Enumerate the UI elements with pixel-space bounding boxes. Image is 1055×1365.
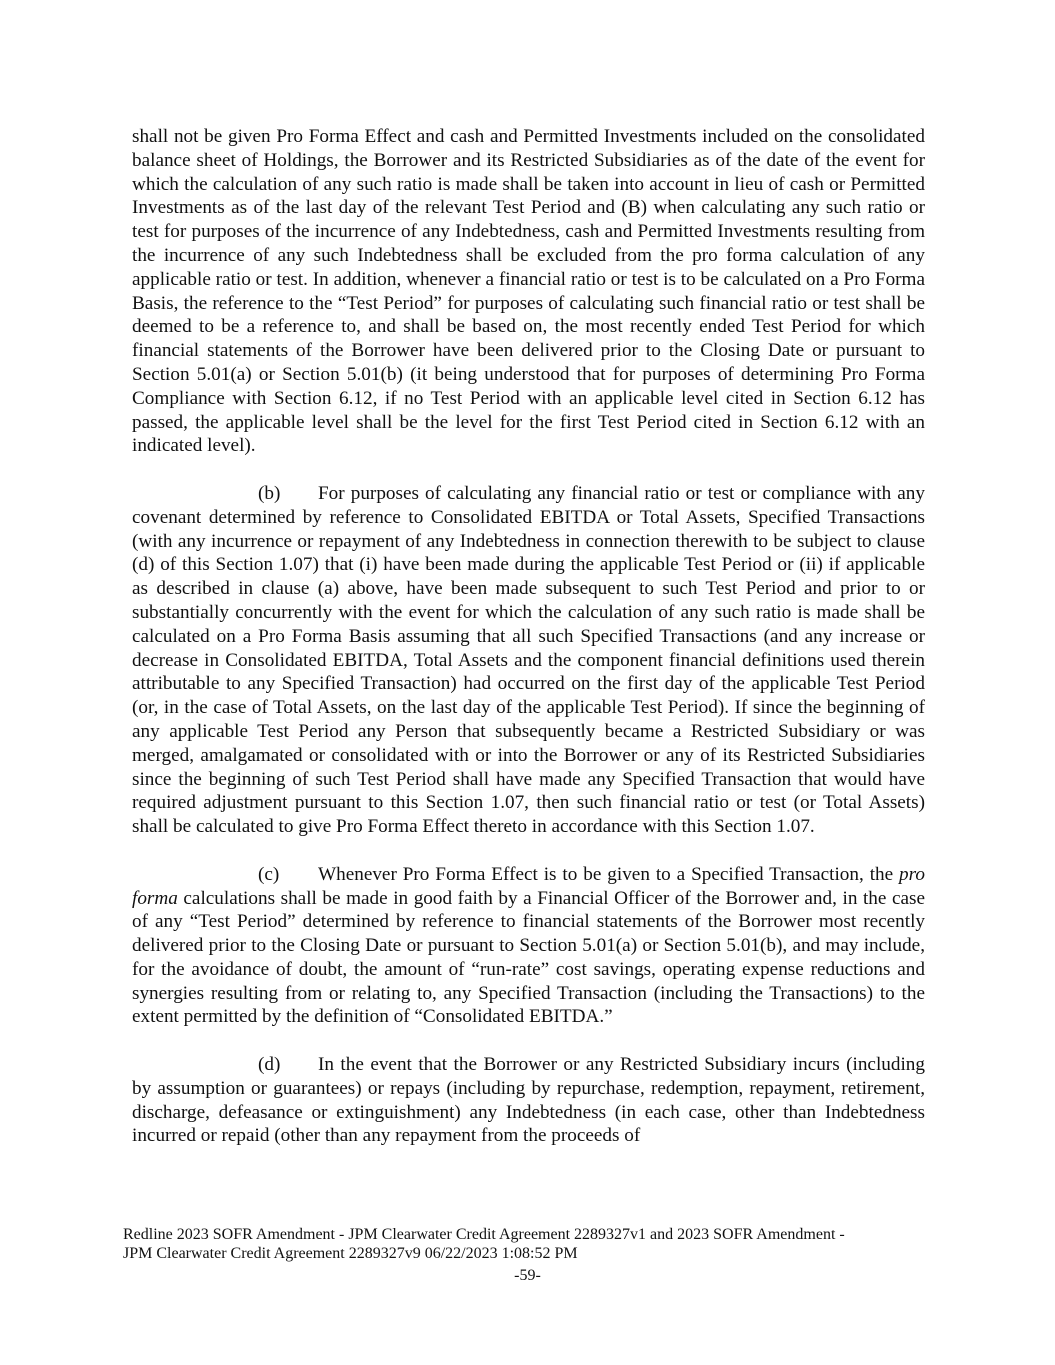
paragraph-text: In the event that the Borrower or any Restricted Subsidiary incurs (including by assumption or guarantees) or repays (including by repurchase, redemption, repayment, retirement, discharge, defeasance or extinguishment) any Indebtedness (in each case, other than Indebtedness incurred or repaid (other than any repayment from the proceeds of [132, 1054, 925, 1147]
paragraph-d [132, 1053, 925, 1148]
paragraph-c [132, 863, 925, 1030]
document-body [132, 125, 925, 1172]
paragraph-label: (d) [258, 1054, 281, 1076]
paragraph-text: For purposes of calculating any financial ratio or test or compliance with any covenant determined by reference to Consolidated EBITDA or Total Assets, Specified Transactions (with any incurrence or repayment of any Indebtedness in connection therewith to be subject to clause (d) of this Section 1.07) that (i) have been made during the applicable Test Period or (ii) if applicable as described in clause (a) above, have been made subsequent to such Test Period and prior to or substantially concurrently with the event for which the calculation of any such ratio is made shall be calculated on a Pro Forma Basis assuming that all such Specified Transactions (and any increase or decrease in Consolidated EBITDA, Total Assets and the component financial definitions used therein attributable to any Specified Transaction) had occurred on the first day of the applicable Test Period (or, in the case of Total Assets, on the last day of the applicable Test Period). If since the beginning of any applicable Test Period any Person that subsequently became a Restricted Subsidiary or was merged, amalgamated or consolidated with or into the Borrower or any of its Restricted Subsidiaries since the beginning of such Test Period shall have made any Specified Transaction that would have required adjustment pursuant to this Section 1.07, then such financial ratio or test (or Total Assets) shall be calculated to give Pro Forma Effect thereto in accordance with this Section 1.07. [132, 482, 925, 838]
paragraph-b [132, 482, 925, 839]
paragraph-label: (b) [258, 482, 281, 504]
italic-term: pro forma [132, 863, 925, 909]
document-footer [123, 1225, 923, 1263]
footer-line-2: JPM Clearwater Credit Agreement 2289327v9 06/22/2023 1:08:52 PM [123, 1245, 578, 1262]
paragraph-text: calculations shall be made in good faith by a Financial Officer of the Borrower and, in the case of any “Test Period” determined by reference to financial statements of the Borrower most recently delivered prior to the Closing Date or pursuant to Section 5.01(a) or Section 5.01(b), and may include, for the avoidance of doubt, the amount of “run-rate” cost savings, operating expense reductions and synergies resulting from or relating to, any Specified Transaction (including the Transactions) to the extent permitted by the definition of “Consolidated EBITDA.” [132, 887, 925, 1028]
paragraph-text: Whenever Pro Forma Effect is to be given to a Specified Transaction, the [318, 863, 900, 885]
page-number: -59- [514, 1267, 541, 1284]
paragraph-label: (c) [258, 863, 280, 885]
paragraph-text: shall not be given Pro Forma Effect and cash and Permitted Investments included on the consolidated balance sheet of Holdings, the Borrower and its Restricted Subsidiaries as of the date of the event for which the calculation of any such ratio is made shall be taken into account in lieu of cash or Permitted Investments as of the last day of the relevant Test Period and (B) when calculating any such ratio or test for purposes of the incurrence of any Indebtedness, cash and Permitted Investments resulting from the incurrence of any such Indebtedness shall be excluded from the pro forma calculation of any applicable ratio or test. In addition, whenever a financial ratio or test is to be calculated on a Pro Forma Basis, the reference to the “Test Period” for purposes of calculating such financial ratio or test shall be deemed to be a reference to, and shall be based on, the most recently ended Test Period for which financial statements of the Borrower have been delivered prior to the Closing Date or pursuant to Section 5.01(a) or Section 5.01(b) (it being understood that for purposes of determining Pro Forma Compliance with Section 6.12, if no Test Period with an applicable level cited in Section 6.12 has passed, the applicable level shall be the level for the first Test Period cited in Section 6.12 with an indicated level). [132, 126, 925, 457]
footer-line-1: Redline 2023 SOFR Amendment - JPM Clearwater Credit Agreement 2289327v1 and 2023 SOFR Amendment - [123, 1226, 845, 1243]
paragraph-a-continued [132, 125, 925, 458]
